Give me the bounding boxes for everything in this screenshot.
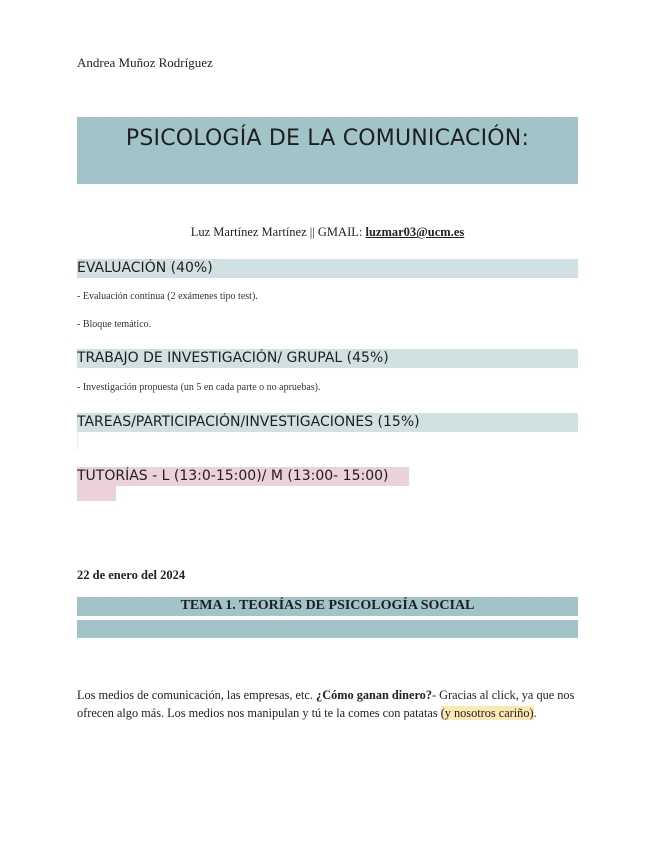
section-trabajo-heading: TRABAJO DE INVESTIGACIÓN/ GRUPAL (45%): [77, 349, 578, 368]
tema-sub-band: [77, 620, 578, 638]
tema-title: TEMA 1. TEORÍAS DE PSICOLOGÍA SOCIAL: [180, 598, 475, 613]
divider: [77, 432, 78, 450]
paragraph-text: Los medios de comunicación, las empresas, etc.: [77, 688, 317, 702]
paragraph-bold-question: ¿Cómo ganan dinero?: [316, 688, 432, 702]
tema-banner: [77, 597, 578, 616]
section-tareas-heading: TAREAS/PARTICIPACIÓN/INVESTIGACIONES (15%): [77, 413, 578, 432]
page-title: PSICOLOGÍA DE LA COMUNICACIÓN:: [125, 126, 530, 151]
contact-email-link[interactable]: luzmar03@ucm.es: [365, 225, 465, 239]
author-name: Andrea Muñoz Rodríguez: [77, 55, 213, 70]
title-banner: [77, 117, 578, 184]
section-tutorias-heading: TUTORÍAS - L (13:0-15:00)/ M (13:00- 15:00): [77, 467, 409, 486]
trabajo-item: - Investigación propuesta (un 5 en cada parte o no apruebas).: [77, 382, 321, 393]
body-paragraph: [77, 686, 582, 722]
evaluacion-item: - Bloque temático.: [77, 319, 152, 330]
contact-line: [77, 225, 578, 240]
section-evaluacion-heading: EVALUACIÓN (40%): [77, 259, 578, 278]
evaluacion-item: - Evaluación continua (2 exámenes tipo test).: [77, 291, 258, 302]
paragraph-text: - Gracias al click, ya que nos ofrecen algo más. Los medios nos manipulan y tú te la comes con patatas: [77, 688, 575, 720]
contact-text: Luz Martínez Martínez || GMAIL:: [190, 225, 366, 239]
paragraph-end: .: [533, 706, 537, 720]
lecture-date: 22 de enero del 2024: [77, 568, 186, 582]
tutorias-chip: [77, 486, 116, 501]
paragraph-highlight: (y nosotros cariño): [440, 706, 534, 720]
